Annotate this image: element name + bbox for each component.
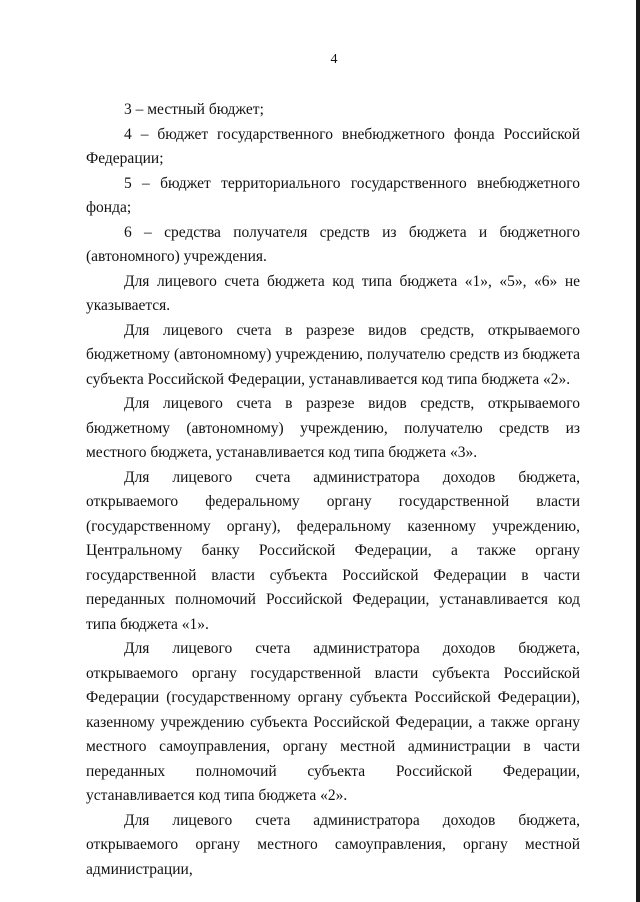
paragraph-subject-revenue-admin: Для лицевого счета администратора доходов бюджета, открываемого органу государственной власти субъекта Российской Федерации (государственному органу субъекта Российской Федерации), казенному учреждению субъекта Российской Федерации, а также органу местного самоуправления, органу местной администрации в части переданных полномочий субъекта Российской Федерации, устанавливается код типа бюджета «2». (86, 640, 580, 804)
page-number: 4 (330, 52, 338, 67)
scan-edge (636, 0, 640, 902)
paragraph-item-3: 3 – местный бюджет; (124, 101, 264, 118)
paragraph-item-5: 5 – бюджет территориального государственного внебюджетного фонда; (86, 174, 580, 216)
document-body (86, 98, 580, 882)
paragraph-local-revenue-admin: Для лицевого счета администратора доходов бюджета, открываемого органу местного самоуправления, органу местной администрации, (86, 811, 580, 878)
paragraph-subject-budget-code: Для лицевого счета в разрезе видов средств, открываемого бюджетному (автономному) учреждению, получателю средств из бюджета субъекта Российской Федерации, устанавливается код типа бюджета «2». (86, 321, 580, 388)
paragraph-budget-code-not-specified: Для лицевого счета бюджета код типа бюджета «1», «5», «6» не указывается. (86, 272, 580, 314)
paragraph-local-budget-code: Для лицевого счета в разрезе видов средств, открываемого бюджетному (автономному) учреждению, получателю средств из местного бюджета, устанавливается код типа бюджета «3». (86, 395, 580, 461)
paragraph-item-4: 4 – бюджет государственного внебюджетного фонда Российской Федерации; (86, 125, 580, 167)
paragraph-item-6: 6 – средства получателя средств из бюджета и бюджетного (автономного) учреждения. (86, 223, 580, 265)
paragraph-federal-revenue-admin: Для лицевого счета администратора доходов бюджета, открываемого федеральному органу государственной власти (государственному органу), федеральному казенному учреждению, Центральному банку Российской Федерации, а также органу государственной власти субъекта Российской Федерации в части переданных полномочий Российской Федерации, устанавливается код типа бюджета «1». (86, 468, 580, 633)
